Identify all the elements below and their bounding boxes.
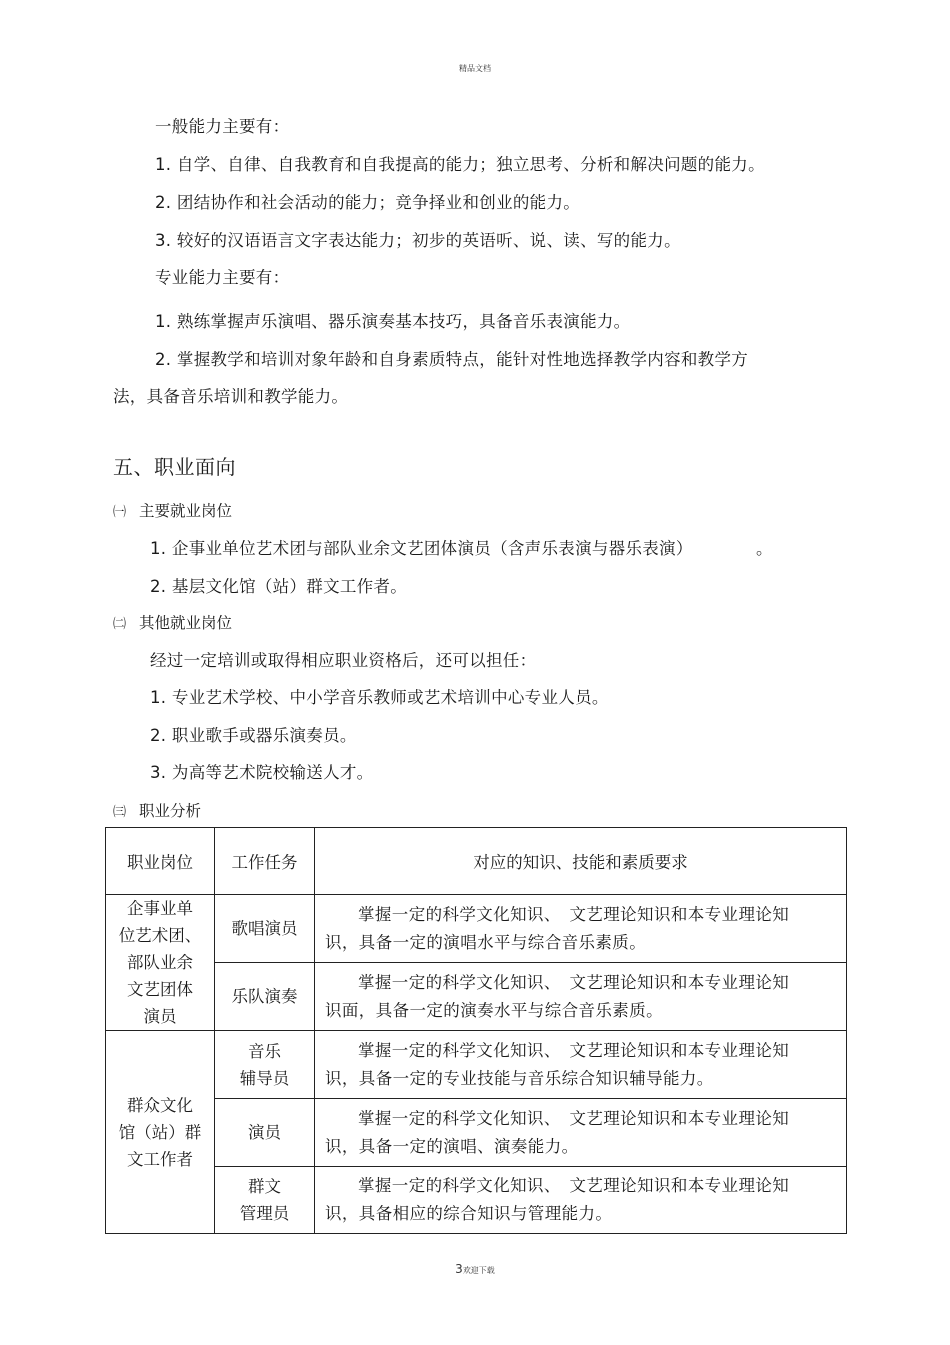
header-cell-task: 工作任务 <box>215 828 315 895</box>
task-cell <box>215 963 315 1031</box>
role-line: 文工作者 <box>127 1149 193 1169</box>
requirement-line: 识，具备一定的专业技能与音乐综合知识辅导能力。 <box>325 1068 714 1088</box>
other-job-item: 3. 为高等艺术院校输送人才。 <box>150 763 374 782</box>
requirement-line: 识，具备相应的综合知识与管理能力。 <box>325 1204 613 1223</box>
main-job-item-end: 。 <box>756 539 773 558</box>
header-cell-role: 职业岗位 <box>106 828 215 895</box>
task-line: 乐队演奏 <box>231 987 298 1006</box>
general-ability-item: 1. 自学、自律、自我教育和自我提高的能力；独立思考、分析和解决问题的能力。 <box>155 155 765 174</box>
main-job-item: 1. 企事业单位艺术团与部队业余文艺团体演员（含声乐表演与器乐表演） <box>150 539 693 558</box>
general-ability-item: 2. 团结协作和社会活动的能力；竞争择业和创业的能力。 <box>155 193 581 212</box>
table-row <box>106 1167 847 1234</box>
requirement-line: 掌握一定的科学文化知识、 文艺理论知识和本专业理论知 <box>358 1108 790 1128</box>
role-line: 位艺术团、 <box>118 926 202 945</box>
requirement-line: 掌握一定的科学文化知识、 文艺理论知识和本专业理论知 <box>358 1040 790 1060</box>
requirement-cell <box>315 963 847 1031</box>
requirement-line: 识，具备一定的演唱、演奏能力。 <box>325 1136 579 1156</box>
requirement-cell <box>315 895 847 963</box>
role-line: 文艺团体 <box>127 980 193 999</box>
task-cell <box>215 1099 315 1167</box>
other-job-item: 2. 职业歌手或器乐演奏员。 <box>150 726 357 745</box>
requirement-cell <box>315 1031 847 1099</box>
role-line: 群众文化 <box>127 1095 193 1115</box>
task-line: 群文 <box>248 1177 281 1196</box>
requirement-cell <box>315 1167 847 1234</box>
subsection-heading-other-jobs <box>113 613 232 635</box>
page-number: 3 <box>455 1262 463 1276</box>
task-line: 演员 <box>248 1123 281 1142</box>
other-jobs-intro: 经过一定培训或取得相应职业资格后，还可以担任： <box>150 651 537 670</box>
requirement-line: 识，具备一定的演唱水平与综合音乐素质。 <box>325 932 647 952</box>
requirement-line: 掌握一定的科学文化知识、 文艺理论知识和本专业理论知 <box>358 904 790 924</box>
other-job-item: 1. 专业艺术学校、中小学音乐教师或艺术培训中心专业人员。 <box>150 688 609 707</box>
subsection-heading-main-jobs <box>113 501 232 523</box>
page-footer <box>0 1262 950 1276</box>
general-ability-title: 一般能力主要有： <box>155 117 290 136</box>
professional-ability-title: 专业能力主要有： <box>155 268 290 287</box>
section-title: 五、职业面向 <box>113 455 236 479</box>
professional-ability-item: 1. 熟练掌握声乐演唱、器乐演奏基本技巧，具备音乐表演能力。 <box>155 312 631 331</box>
header-cell-requirements: 对应的知识、技能和素质要求 <box>315 828 847 895</box>
role-cell <box>106 895 215 1031</box>
task-line: 音乐 <box>248 1041 281 1061</box>
role-line: 演员 <box>143 1007 177 1026</box>
subsection-marker: ㈢ <box>113 805 127 820</box>
table-row <box>106 963 847 1031</box>
task-cell <box>215 1031 315 1099</box>
table-header-row <box>106 828 847 895</box>
main-job-item: 2. 基层文化馆（站）群文工作者。 <box>150 577 408 596</box>
role-line: 馆（站）群 <box>118 1122 202 1142</box>
task-cell <box>215 895 315 963</box>
role-line: 企事业单 <box>127 899 193 918</box>
role-line: 部队业余 <box>127 953 193 972</box>
role-cell <box>106 1031 215 1234</box>
subsection-marker: ㈠ <box>113 505 127 520</box>
page-header: 精品文档 <box>459 64 491 73</box>
subsection-heading-analysis <box>113 801 201 823</box>
task-cell <box>215 1167 315 1234</box>
professional-ability-item-continuation: 法，具备音乐培训和教学能力。 <box>113 387 349 406</box>
professional-ability-item: 2. 掌握教学和培训对象年龄和自身素质特点，能针对性地选择教学内容和教学方 <box>155 350 749 369</box>
requirement-line: 掌握一定的科学文化知识、 文艺理论知识和本专业理论知 <box>358 1176 790 1195</box>
subsection-marker: ㈡ <box>113 617 127 632</box>
subsection-title: 主要就业岗位 <box>139 502 233 520</box>
task-line: 管理员 <box>239 1204 290 1223</box>
table-row <box>106 1099 847 1167</box>
task-line: 歌唱演员 <box>231 919 298 938</box>
requirement-cell <box>315 1099 847 1167</box>
subsection-title: 其他就业岗位 <box>139 614 233 632</box>
requirement-line: 识面，具备一定的演奏水平与综合音乐素质。 <box>325 1000 663 1020</box>
career-analysis-table <box>105 827 847 1234</box>
requirement-line: 掌握一定的科学文化知识、 文艺理论知识和本专业理论知 <box>358 972 790 992</box>
table-row <box>106 895 847 963</box>
general-ability-item: 3. 较好的汉语语言文字表达能力；初步的英语听、说、读、写的能力。 <box>155 231 681 250</box>
task-line: 辅导员 <box>239 1068 290 1088</box>
table-row <box>106 1031 847 1099</box>
subsection-title: 职业分析 <box>139 802 202 820</box>
footer-text: 欢迎下载 <box>462 1266 495 1275</box>
